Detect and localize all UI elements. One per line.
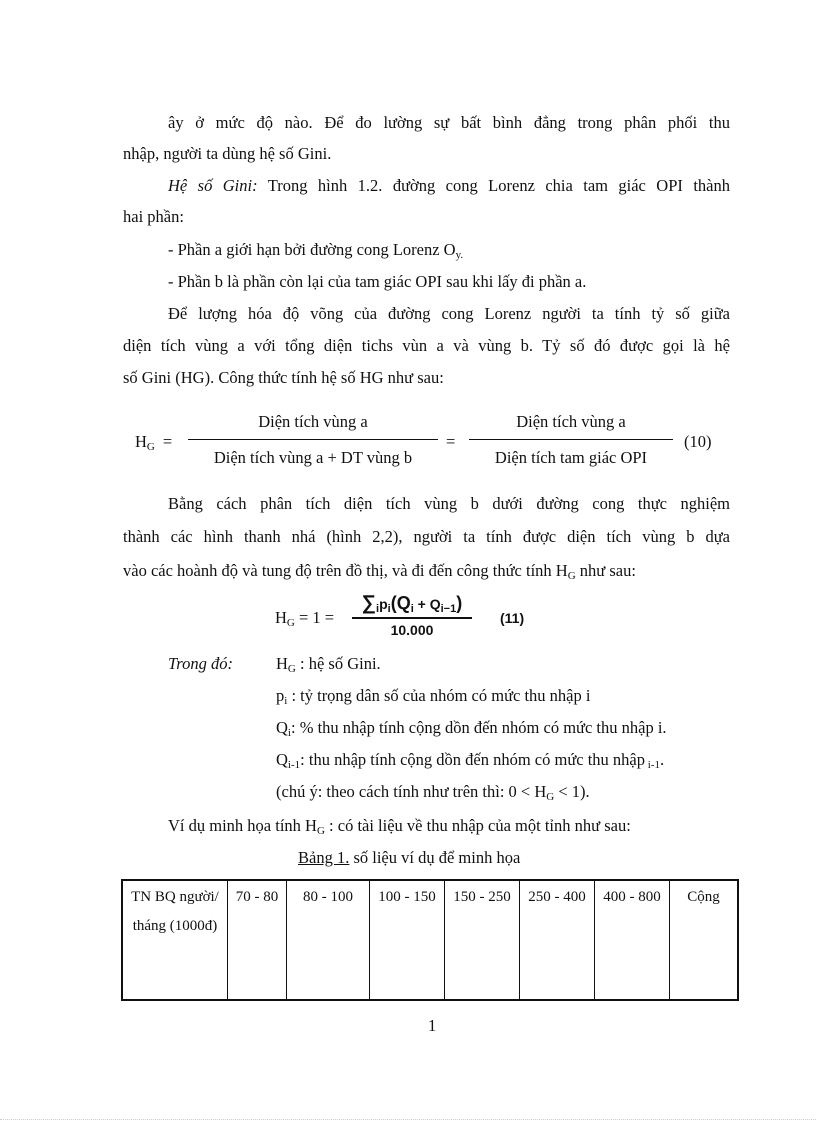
formula-label: (10) [684,432,712,451]
paragraph-line: vào các hoành độ và tung độ trên đồ thị, và đi đến công thức tính $H_G$ như sau: [123,561,636,582]
paragraph-line: Bằng cách phân tích diện tích vùng b dưới đường cong thực nghiệm [168,494,730,513]
table-caption-title: Bảng 1. [298,848,350,867]
list-item: - Phần a giới hạn bởi đường cong Lorenz $O_{y.}$ [168,240,464,261]
definition-note: (chú ý: theo cách tính như trên thì: $0 < H_G < 1$). [276,782,590,803]
data-table [121,879,739,1001]
formula-lhs: $H_G = 1$ = [275,608,335,629]
list-item: - Phần b là phần còn lại của tam giác OPI sau khi lấy đi phần a. [168,272,587,291]
table-header-cell: Cộng [670,880,739,1000]
table-header-cell: 400 - 800 [595,880,670,1000]
paragraph-line: thành các hình thanh nhá (hình 2,2), người ta tính được diện tích vùng b dựa [123,527,730,546]
paragraph-line: nhập, người ta dùng hệ số Gini. [123,144,332,163]
equals-sign: = [446,432,456,451]
page-number: 1 [428,1016,437,1035]
paragraph-line: hai phần: [123,207,184,226]
gini-term: Hệ số Gini: [168,176,258,195]
table-header-cell: 250 - 400 [520,880,595,1000]
table-header-cell: TN BQ người/ tháng (1000đ) [122,880,228,1000]
page-edge-divider [0,1119,816,1120]
paragraph-line: Để lượng hóa độ võng của đường cong Lorenz người ta tính tỷ số giữa [168,304,730,323]
definition-row: $Q_{i-1}$: thu nhập tính cộng dồn đến nhóm có mức thu nhập $_{i-1}$. [276,750,665,771]
table-header-cell: 80 - 100 [287,880,370,1000]
fraction-1: Diện tích vùng a Diện tích vùng a + DT vùng b [188,412,438,468]
paragraph-line: ây ở mức độ nào. Để đo lường sự bất bình đẳng trong phân phối thu [168,113,730,132]
fraction-gini: $\sum_ip_i(Q_i + Q_{i-1})$ 10.000 [352,592,472,638]
paragraph-line: Hệ số Gini: Trong hình 1.2. đường cong Lorenz chia tam giác OPI thành [168,176,730,195]
fraction-2: Diện tích vùng a Diện tích tam giác OPI [469,412,673,468]
formula-lhs: $H_G$ = [135,432,173,453]
definition-row: $Q_i$: % thu nhập tính cộng dồn đến nhóm có mức thu nhập i. [276,718,667,739]
formula-label: (11) [500,610,525,626]
table-caption: Bảng 1. số liệu ví dụ để minh họa [298,848,521,867]
definition-row: $H_G$ : hệ số Gini. [276,654,381,675]
example-intro: Ví dụ minh họa tính $H_G$ : có tài liệu về thu nhập của một tỉnh như sau: [168,816,631,837]
table-header-cell: 70 - 80 [228,880,287,1000]
paragraph-line: diện tích vùng a với tổng diện tichs vùn a và vùng b. Tỷ số đó được gọi là hệ [123,336,730,355]
table-header-cell: 150 - 250 [445,880,520,1000]
where-label: Trong đó: [168,654,233,673]
table-header-cell: 100 - 150 [370,880,445,1000]
table-row [122,880,738,1000]
definition-row: $p_i$ : tỷ trọng dân số của nhóm có mức thu nhập i [276,686,591,707]
paragraph-line: số Gini (HG). Công thức tính hệ số HG như sau: [123,368,444,387]
